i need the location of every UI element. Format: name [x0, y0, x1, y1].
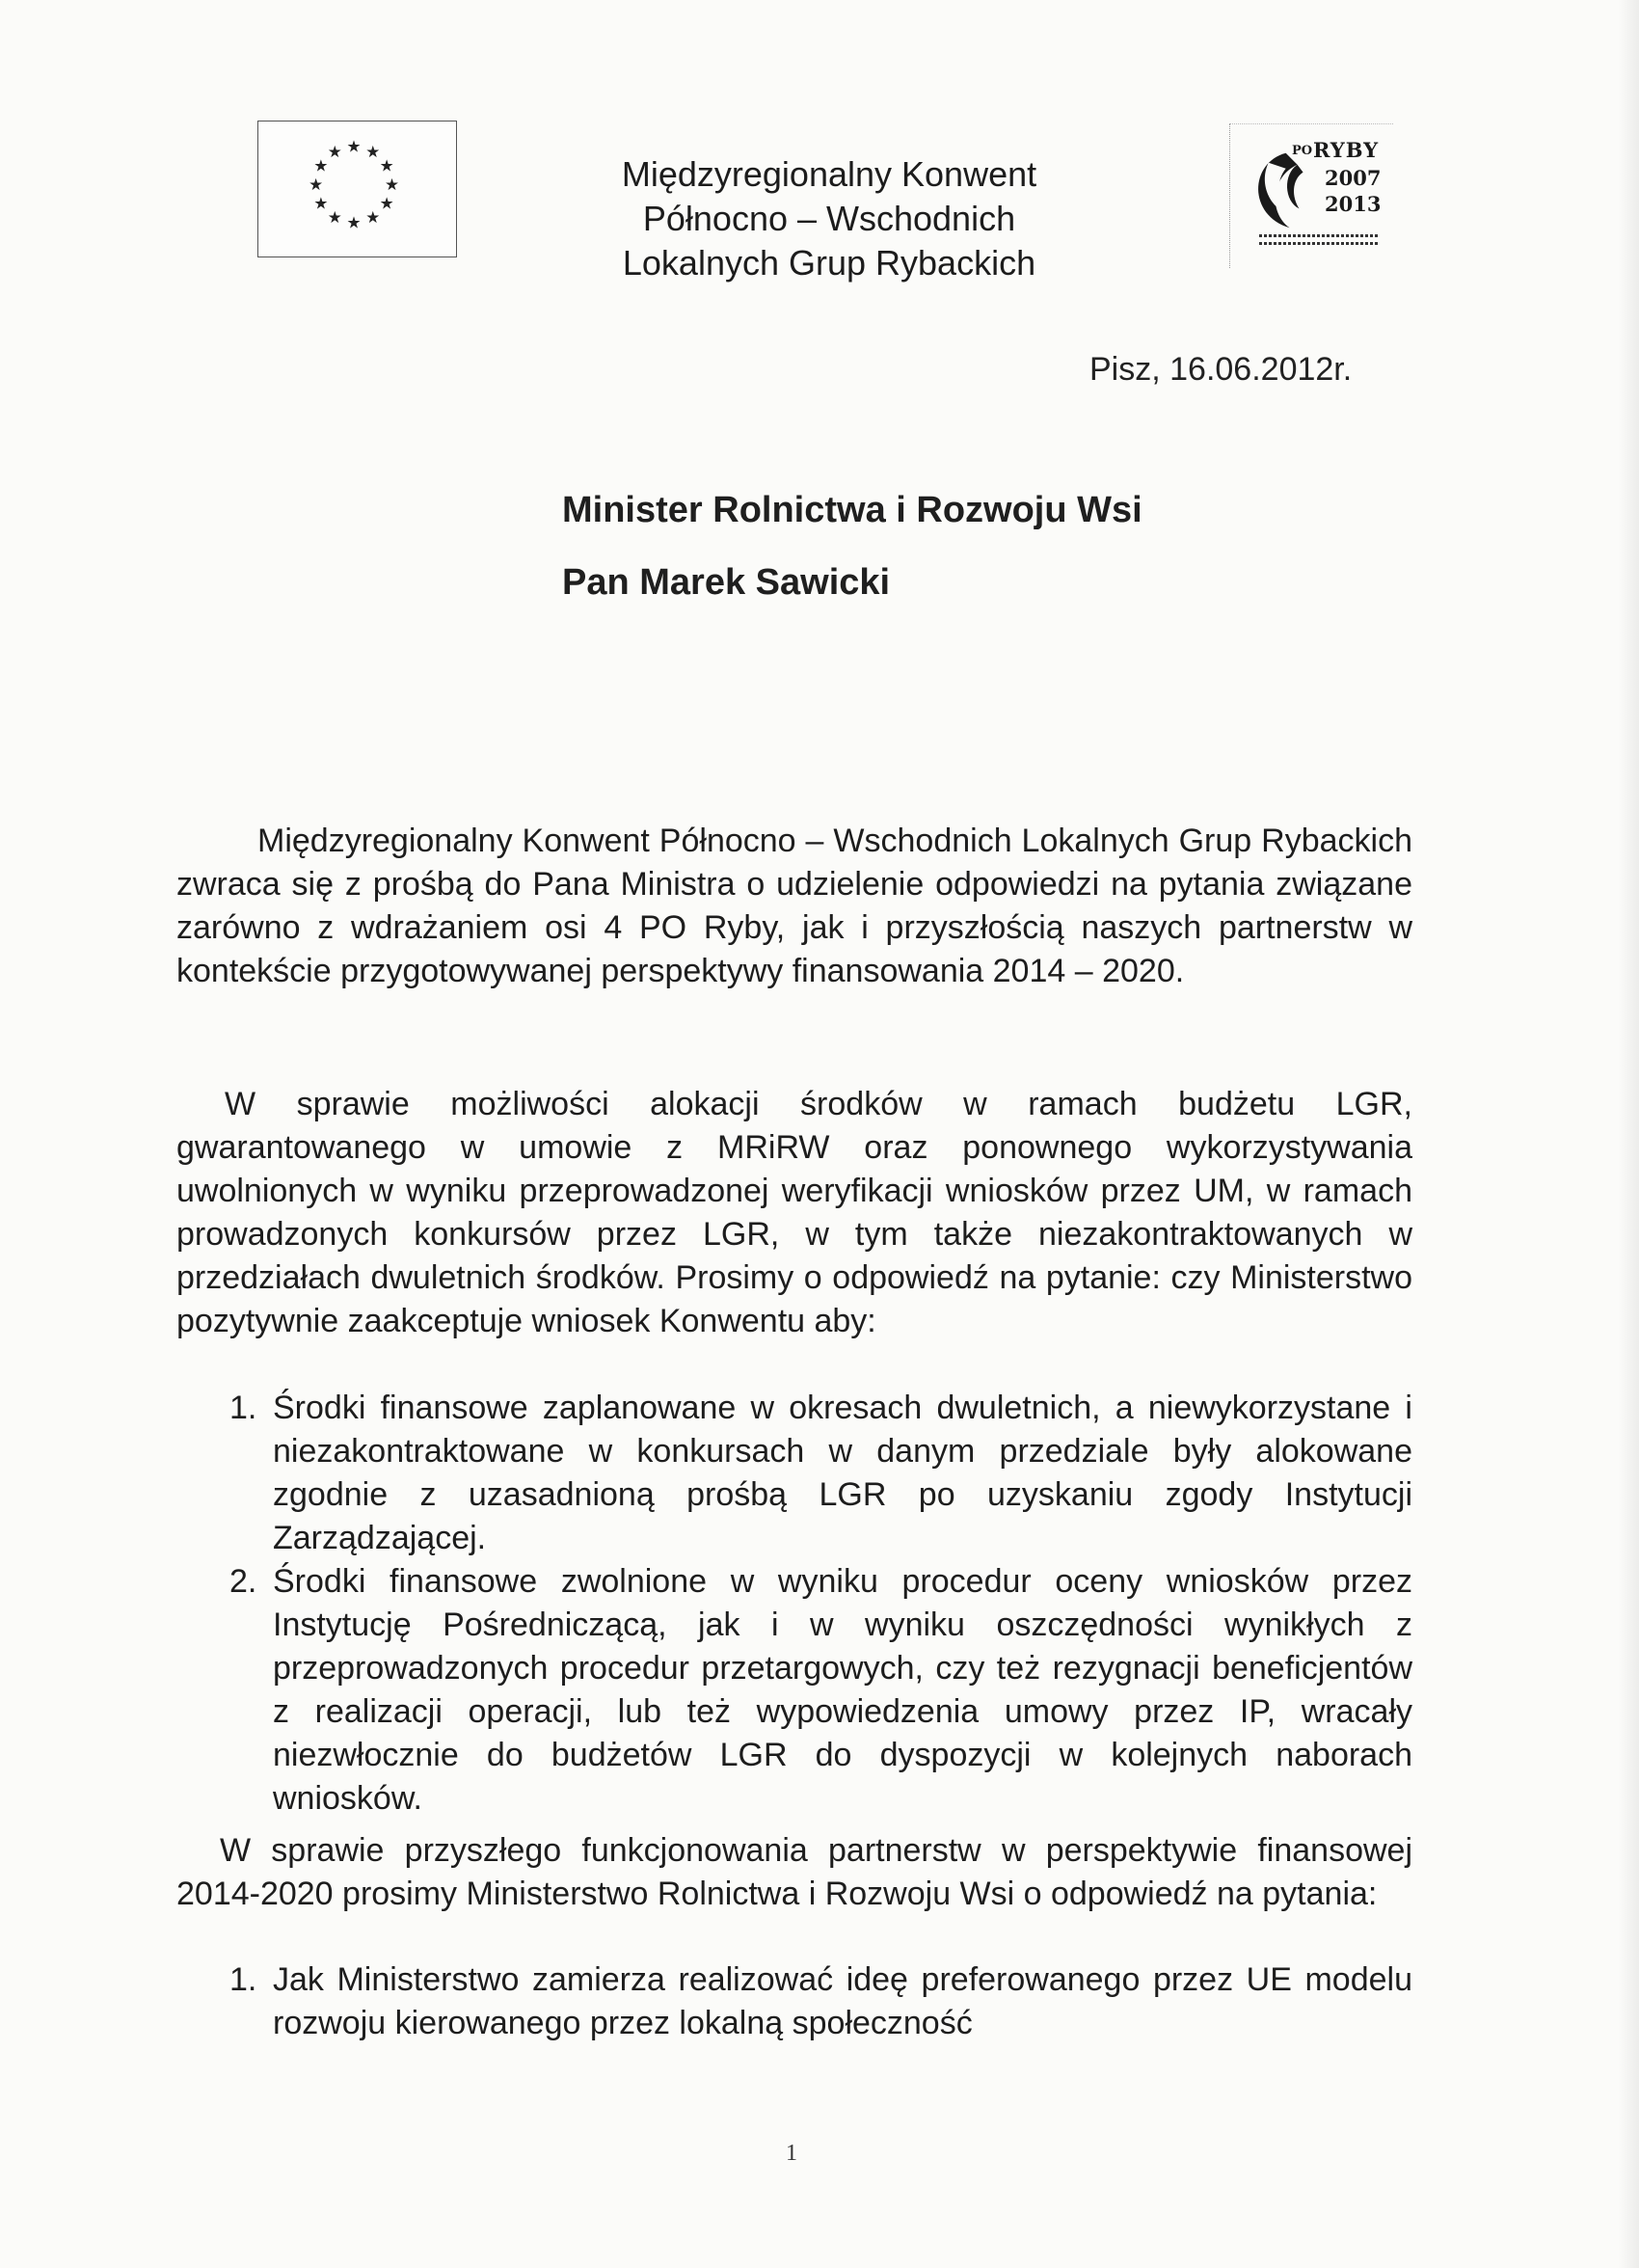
list-item-number: 1. — [229, 1390, 257, 1426]
eu-star-icon: ★ — [379, 193, 394, 213]
eu-star-icon: ★ — [365, 141, 381, 161]
future-questions-list — [176, 1958, 1412, 2045]
ryby-logo-po: PO — [1292, 144, 1313, 158]
list-item — [176, 1958, 1412, 2045]
list-item-text: Środki finansowe zaplanowane w okresach dwuletnich, a niewykorzystane i niezakontraktowane w konkursach w danym przedziale były alokowane zgodnie z uzasadnioną prośbą LGR po uzyskaniu zgody Instytucji Zarządzającej. — [273, 1390, 1412, 1556]
eu-star-icon: ★ — [384, 174, 400, 194]
list-item-number: 1. — [229, 1961, 257, 1998]
eu-star-icon: ★ — [327, 207, 342, 228]
paragraph-intro: Międzyregionalny Konwent Północno – Wschodnich Lokalnych Grup Rybackich zwraca się z prośbą do Pana Ministra o udzielenie odpowiedzi na pytania związane zarówno z wdrażaniem osi 4 PO Ryby, jak i przyszłością naszych partnerstw w kontekście przygotowywanej perspektywy finansowania 2014 – 2020. — [176, 823, 1412, 989]
eu-star-icon: ★ — [309, 174, 324, 194]
org-line-3: Lokalnych Grup Rybackich — [622, 243, 1036, 283]
eu-star-icon: ★ — [327, 141, 342, 161]
org-line-1: Międzyregionalny Konwent — [621, 154, 1037, 194]
page-edge-shadow — [1618, 0, 1639, 2268]
list-item — [176, 1387, 1412, 1560]
addressee-name: Pan Marek Sawicki — [562, 562, 891, 603]
list-item-text: Środki finansowe zwolnione w wyniku procedur oceny wniosków przez Instytucję Pośredniczącą, jak i w wyniku oszczędności wynikłych z przeprowadzonych procedur przetargowych, czy też rezygnacji beneficjentów z realizacji operacji, lub też wypowiedzenia umowy przez IP, wracały niezwłocznie do budżetów LGR do dyspozycji w kolejnych naborach wniosków. — [273, 1563, 1412, 1817]
page-number: 1 — [786, 2141, 797, 2166]
ryby-logo-fine-print — [1259, 242, 1380, 245]
list-item-text: Jak Ministerstwo zamierza realizować ideę preferowanego przez UE modelu rozwoju kierowanego przez lokalną społeczność — [273, 1961, 1412, 2041]
ryby-logo-fine-print — [1259, 234, 1380, 237]
eu-star-icon: ★ — [313, 193, 329, 213]
organization-name — [530, 152, 1128, 285]
paragraph-future: W sprawie przyszłego funkcjonowania partnerstw w perspektywie finansowej 2014-2020 prosimy Ministerstwo Rolnictwa i Rozwoju Wsi o odpowiedź na pytania: — [176, 1832, 1412, 1912]
eu-star-icon: ★ — [313, 155, 329, 176]
list-item-number: 2. — [229, 1563, 257, 1600]
eu-flag-logo — [257, 121, 457, 257]
eu-stars-icon — [258, 122, 456, 256]
eu-star-icon: ★ — [346, 136, 362, 156]
list-item — [176, 1560, 1412, 1821]
letter-date: Pisz, 16.06.2012r. — [1089, 351, 1353, 388]
eu-star-icon: ★ — [346, 212, 362, 232]
addressee-title: Minister Rolnictwa i Rozwoju Wsi — [562, 490, 1142, 530]
po-ryby-logo — [1229, 123, 1393, 268]
eu-star-icon: ★ — [379, 155, 394, 176]
ryby-logo-ryby: RYBY — [1313, 138, 1380, 162]
ryby-logo-year-end: 2013 — [1325, 192, 1382, 216]
allocation-requests-list — [176, 1387, 1412, 1821]
paragraph-allocation: W sprawie możliwości alokacji środków w ramach budżetu LGR, gwarantowanego w umowie z MRiRW oraz ponownego wykorzystywania uwolnionych w wyniku przeprowadzonej weryfikacji wniosków przez UM, w ramach prowadzonych konkursów przez LGR, w tym także niezakontraktowanych w przedziałach dwuletnich środków. Prosimy o odpowiedź na pytanie: czy Ministerstwo pozytywnie zaakceptuje wniosek Konwentu aby: — [176, 1086, 1412, 1339]
eu-star-icon: ★ — [365, 207, 381, 228]
ryby-logo-year-start: 2007 — [1325, 166, 1382, 190]
org-line-2: Północno – Wschodnich — [642, 199, 1016, 238]
